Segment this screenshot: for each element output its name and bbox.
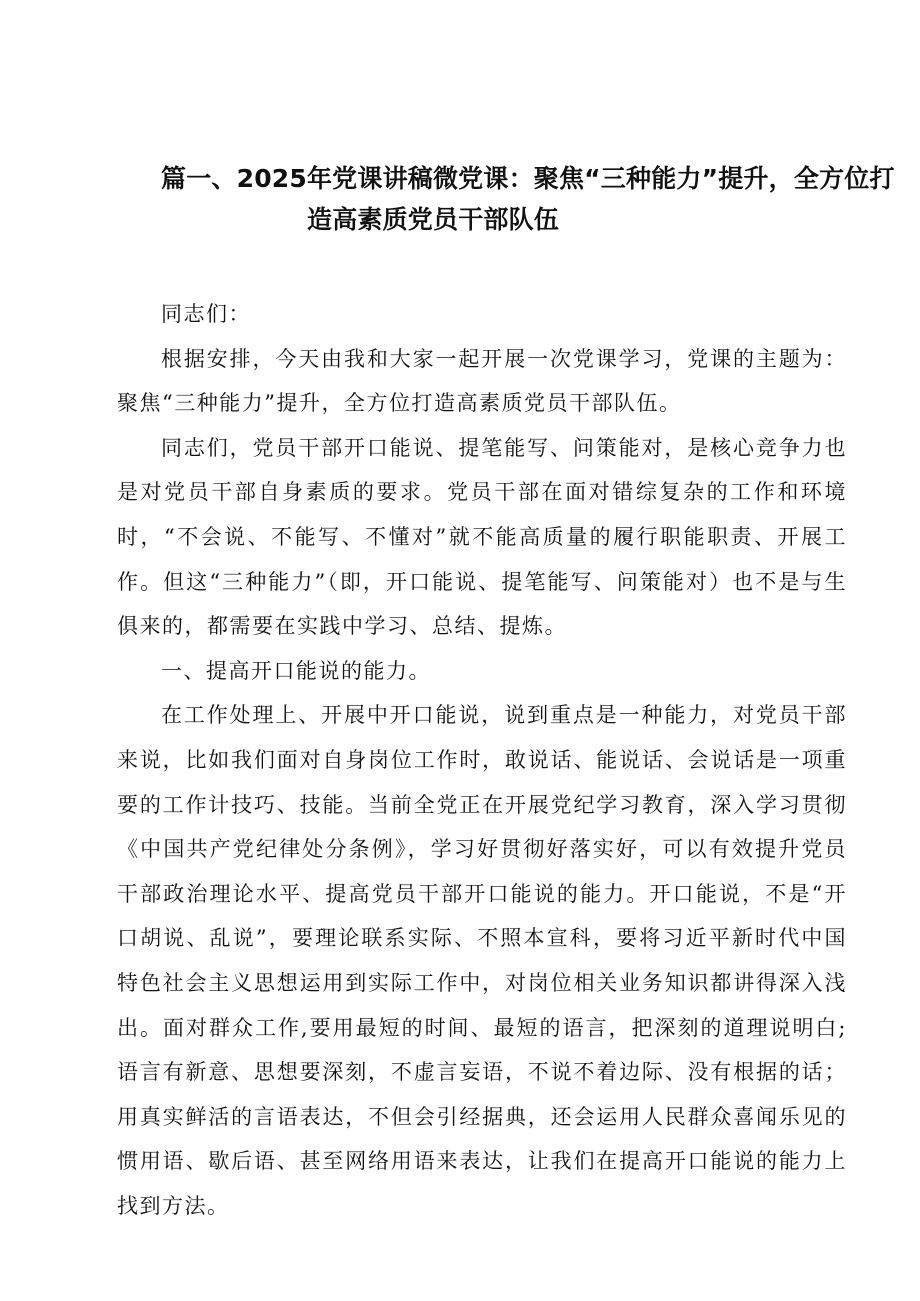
document-title (150, 158, 895, 240)
paragraph-overview: 同志们，党员干部开口能说、提笔能写、问策能对，是核心竞争力也是对党员干部自身素质的要求。党员干部在面对错综复杂的工作和环境时，“不会说、不能写、不懂对”就不能高质量的履行职能职责、开展工作。但这“三种能力”（即，开口能说、提笔能写、问策能对）也不是与生俱来的，都需要在实践中学习、总结、提炼。 (117, 435, 847, 639)
title-line-2: 造高素质党员干部队伍 (307, 205, 560, 234)
section-heading-1: 一、提高开口能说的能力。 (161, 658, 431, 683)
paragraph-intro: 根据安排，今天由我和大家一起开展一次党课学习，党课的主题为：聚焦“三种能力”提升，全方位打造高素质党员干部队伍。 (117, 346, 847, 416)
document-body (117, 292, 847, 1228)
paragraph-section-1: 在工作处理上、开展中开口能说，说到重点是一种能力，对党员干部来说，比如我们面对自身岗位工作时，敢说话、能说话、会说话是一项重要的工作计技巧、技能。当前全党正在开展党纪学习教育，深入学习贯彻《中国共产党纪律处分条例》，学习好贯彻好落实好，可以有效提升党员干部政治理论水平、提高党员干部开口能说的能力。开口能说，不是“开口胡说、乱说”，要理论联系实际、不照本宣科，要将习近平新时代中国特色社会主义思想运用到实际工作中，对岗位相关业务知识都讲得深入浅出。面对群众工作,要用最短的时间、最短的语言，把深刻的道理说明白;语言有新意、思想要深刻，不虚言妄语，不说不着边际、没有根据的话；用真实鲜活的言语表达，不但会引经据典，还会运用人民群众喜闻乐见的惯用语、歇后语、甚至网络用语来表达，让我们在提高开口能说的能力上找到方法。 (117, 703, 847, 1218)
salutation: 同志们： (161, 302, 251, 326)
title-line-1: 篇一、2025年党课讲稿微党课：聚焦“三种能力”提升，全方位打 (161, 164, 895, 193)
